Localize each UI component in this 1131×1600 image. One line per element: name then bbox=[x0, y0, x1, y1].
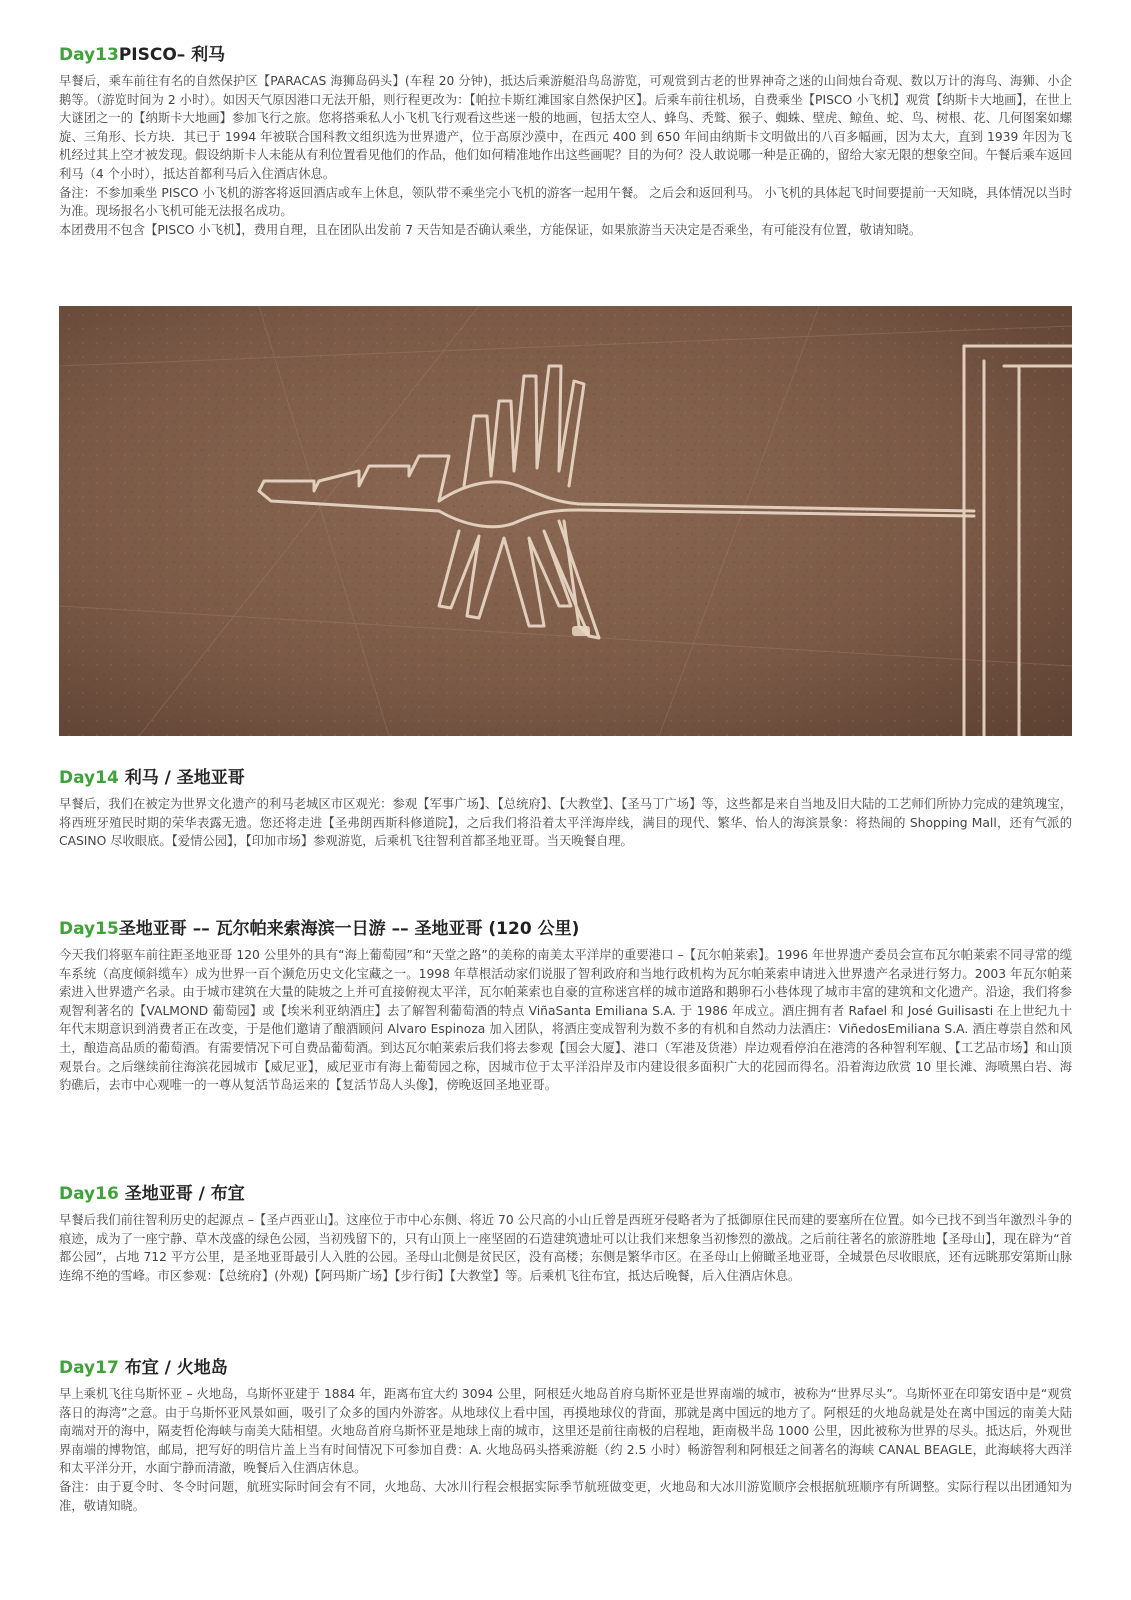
day16-paragraph: 早餐后我们前往智利历史的起源点 –【圣卢西亚山】。这座位于市中心东侧、将近 70 公尺高的小山丘曾是西班牙侵略者为了抵御原住民而建的要塞所在位置。如今已找不到当年激烈斗争的痕迹，成为了一座宁静、草木茂盛的绿色公园，当初残留下的，只有山顶上一座坚固的石造建筑遗址可以让我们来想象当初惨烈的激战。之后前往著名的旅游胜地【圣母山】，现在辟为“首都公园”，占地 712 平方公里，是圣地亚哥最引人入胜的公园。圣母山北侧是贫民区，没有高楼；东侧是繁华市区。在圣母山上俯瞰圣地亚哥，全城景色尽收眼底，还有远眺那安第斯山脉连绵不绝的雪峰。市区参观：【总统府】(外观)【阿玛斯广场】【步行街】【大教堂】等。后乘机飞往布宜，抵达后晚餐，后入住酒店休息。 bbox=[59, 1213, 1072, 1283]
day17-body bbox=[59, 1385, 1072, 1515]
day17-paragraph: 早上乘机飞往乌斯怀亚 – 火地岛，乌斯怀亚建于 1884 年，距离布宜大约 3094 公里，阿根廷火地岛首府乌斯怀亚是世界南端的城市，被称为“世界尽头”。乌斯怀亚在印第安语中是“观赏落日的海湾”之意。由于乌斯怀亚风景如画，吸引了众多的国内外游客。从地球仪上看中国，再摸地球仪的背面，那就是离中国远的地方了。阿根廷的火地岛就是处在离中国远的南美大陆南端对开的海中，隔麦哲伦海峡与南美大陆相望。火地岛首府乌斯怀亚是地球上南的城市，这里还是前往南极的启程地，距南极半岛 1000 公里，因此被称为世界的尽头。抵达后，外观世界南端的博物馆，邮局，把写好的明信片盖上当有时间情况下可参加自费：A. 火地岛码头搭乘游艇（约 2.5 小时）畅游智利和阿根廷之间著名的海峡 CANAL BEAGLE，此海峡将大西洋和太平洋分开，水面宁静而清澈，晚餐后入住酒店休息。 bbox=[59, 1387, 1072, 1476]
day13-title: PISCO– 利马 bbox=[118, 45, 226, 65]
geoglyph-illustration bbox=[59, 306, 1072, 736]
day15-heading bbox=[59, 918, 1072, 940]
day17-note: 备注：由于夏令时、冬令时问题，航班实际时间会有不同，火地岛、大冰川行程会根据实际季节航班做变更，火地岛和大冰川游览顺序会根据航班顺序有所调整。实际行程以出团通知为准，敬请知晓。 bbox=[59, 1479, 1072, 1513]
day15-body bbox=[59, 946, 1072, 1095]
day14-label: Day14 bbox=[59, 768, 119, 788]
day13-heading bbox=[59, 44, 1072, 66]
nazca-hummingbird-photo bbox=[59, 306, 1072, 736]
day13-fee-note: 本团费用不包含【PISCO 小飞机】，费用自理，且在团队出发前 7 天告知是否确认乘坐，方能保证，如果旅游当天决定是否乘坐，有可能没有位置，敬请知晓。 bbox=[59, 222, 922, 237]
day13-section bbox=[59, 44, 1072, 239]
day17-label: Day17 bbox=[59, 1358, 119, 1378]
day15-title: 圣地亚哥 –– 瓦尔帕来索海滨一日游 –– 圣地亚哥 (120 公里) bbox=[118, 919, 580, 939]
day15-section bbox=[59, 918, 1072, 1095]
day14-section bbox=[59, 767, 1072, 851]
day16-label: Day16 bbox=[59, 1184, 119, 1204]
day16-heading bbox=[59, 1183, 1072, 1205]
day16-body bbox=[59, 1211, 1072, 1285]
day13-note: 备注：不参加乘坐 PISCO 小飞机的游客将返回酒店或车上休息，领队带不乘坐完小飞机的游客一起用午餐。 之后会和返回利马。 小飞机的具体起飞时间要提前一天知晓，具体情况以当时为准。现场报名小飞机可能无法报名成功。 bbox=[59, 185, 1072, 219]
day15-paragraph: 今天我们将驱车前往距圣地亚哥 120 公里外的具有“海上葡萄园”和“天堂之路”的美称的南美太平洋岸的重要港口 –【瓦尔帕莱索】。1996 年世界遗产委员会宣布瓦尔帕莱索不同寻常的缆车系统（高度倾斜缆车）成为世界一百个濒危历史文化宝藏之一。1998 年草根活动家们说服了智利政府和当地行政机构为瓦尔帕莱索申请进入世界遗产名录进行努力。2003 年瓦尔帕莱索进入世界遗产名录。由于城市建筑在大量的陡坡之上并可直接俯视太平洋，瓦尔帕莱索也自豪的宣称迷宫样的城市道路和鹅卵石小巷体现了城市丰富的建筑和文化遗产。沿途，我们将参观智利著名的【VALMOND 葡萄园】或【埃米利亚纳酒庄】去了解智利葡萄酒的特点 ViñaSanta Emiliana S.A. 于 1986 年成立。酒庄拥有者 Rafael 和 José Guilisasti 在上世纪九十年代末期意识到消费者正在改变，于是他们邀请了酿酒顾问 Alvaro Espinoza 加入团队，将酒庄变成智利为数不多的有机和自然动力法酒庄：ViñedosEmiliana S.A. 酒庄尊崇自然和风土，酿造高品质的葡萄酒。有需要情况下可自费品葡萄酒。到达瓦尔帕莱索后我们将去参观【国会大厦】、港口（军港及货港）岸边观看停泊在港湾的各种智利军舰、【工艺品市场】和山顶观景台。之后继续前往海滨花园城市【威尼亚】，威尼亚市有海上葡萄园之称，因城市位于太平洋沿岸及市内建设很多面积广大的花园而得名。沿着海边欣赏 10 里长滩、海喷黑白岩、海豹礁后，去市中心观唯一的一尊从复活节岛运来的【复活节岛人头像】，傍晚返回圣地亚哥。 bbox=[59, 948, 1072, 1093]
day13-body bbox=[59, 72, 1072, 239]
day15-label: Day15 bbox=[59, 919, 119, 939]
day16-title: 圣地亚哥 / 布宜 bbox=[118, 1184, 245, 1204]
day14-body bbox=[59, 795, 1072, 851]
day14-paragraph: 早餐后，我们在被定为世界文化遗产的利马老城区市区观光：参观【军事广场】、【总统府】、【大教堂】、【圣马丁广场】等，这些都是来自当地及旧大陆的工艺师们所协力完成的建筑瑰宝，将西班牙殖民时期的荣华表露无遗。您还将走进【圣弗朗西斯科修道院】，之后我们将沿着太平洋海岸线，满目的现代、繁华、怡人的海滨景象：将热闹的 Shopping Mall，还有气派的 CASINO 尽收眼底。【爱情公园】，【印加市场】参观游览，后乘机飞往智利首都圣地亚哥。当天晚餐自理。 bbox=[59, 797, 1072, 849]
day13-label: Day13 bbox=[59, 45, 119, 65]
day17-heading bbox=[59, 1357, 1072, 1379]
day16-section bbox=[59, 1183, 1072, 1285]
day14-title: 利马 / 圣地亚哥 bbox=[118, 768, 245, 788]
day13-paragraph: 早餐后，乘车前往有名的自然保护区【PARACAS 海狮岛码头】(车程 20 分钟)，抵达后乘游艇沿鸟岛游览，可观赏到古老的世界神奇之迷的山间烛台奇观、数以万计的海鸟、海狮、小企鹅等。（游览时间为 2 小时）。如因天气原因港口无法开船，则行程更改为：【帕拉卡斯红滩国家自然保护区】。后乘车前往机场，自费乘坐【PISCO 小飞机】观赏【纳斯卡大地画】，在世上大谜团之一的【纳斯卡大地画】参加飞行之旅。您将搭乘私人小飞机飞行观看这些迷一般的地画，包括太空人、蜂鸟、秃鹫、猴子、蜘蛛、壁虎、鲸鱼、蛇、鸟、树根、花、几何图案如螺旋、三角形、长方块．其已于 1994 年被联合国科教文组织选为世界遗产，位于高原沙漠中，在西元 400 到 650 年间由纳斯卡文明做出的八百多幅画，因为太大，直到 1939 年因为飞机经过其上空才被发现。假设纳斯卡人未能从有利位置看见他们的作品，他们如何精准地作出这些画呢？目的为何？没人敢说哪一种是正确的，留给大家无限的想象空间。午餐后乘车返回利马（4 个小时），抵达首都利马后入住酒店休息。 bbox=[59, 74, 1072, 181]
day17-title: 布宜 / 火地岛 bbox=[118, 1358, 228, 1378]
day17-section bbox=[59, 1357, 1072, 1515]
day14-heading bbox=[59, 767, 1072, 789]
